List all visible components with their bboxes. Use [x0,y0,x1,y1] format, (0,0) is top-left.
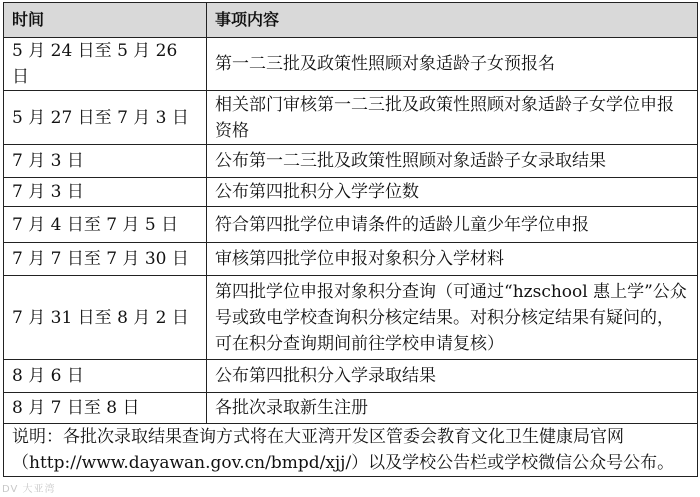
row-content: 公布第四批积分入学录取结果 [207,360,698,393]
table-row [4,243,698,276]
row-time: 5 月 24 日至 5 月 26 日 [4,38,207,91]
row-content: 公布第四批积分入学学位数 [207,178,698,207]
row-content: 审核第四批学位申报对象积分入学材料 [207,243,698,276]
row-time: 8 月 6 日 [4,360,207,393]
table-row [4,178,698,207]
schedule-table [3,2,698,477]
table-row [4,145,698,178]
table-row [4,276,698,360]
note-text: 说明：各批次录取结果查询方式将在大亚湾开发区管委会教育文化卫生健康局官网（http://www.dayawan.gov.cn/bmpd/xjj/）以及学校公告栏或学校微信公众号公布。 [4,424,698,477]
row-time: 7 月 3 日 [4,178,207,207]
header-content: 事项内容 [207,3,698,38]
row-content: 符合第四批学位申请条件的适龄儿童少年学位申报 [207,207,698,243]
header-time: 时间 [4,3,207,38]
table-row [4,360,698,393]
row-time: 7 月 4 日至 7 月 5 日 [4,207,207,243]
note-row [4,424,698,477]
row-content: 第一二三批及政策性照顾对象适龄子女预报名 [207,38,698,91]
row-time: 7 月 7 日至 7 月 30 日 [4,243,207,276]
table-row [4,38,698,91]
row-time: 5 月 27 日至 7 月 3 日 [4,91,207,145]
row-time: 7 月 3 日 [4,145,207,178]
table-header-row [4,3,698,38]
row-time: 7 月 31 日至 8 月 2 日 [4,276,207,360]
table-row [4,393,698,424]
row-content: 各批次录取新生注册 [207,393,698,424]
row-content: 第四批学位申报对象积分查询（可通过“hzschool 惠上学”公众号或致电学校查询积分核定结果。对积分核定结果有疑问的，可在积分查询期间前往学校申请复核） [207,276,698,360]
row-content: 相关部门审核第一二三批及政策性照顾对象适龄子女学位申报资格 [207,91,698,145]
row-content: 公布第一二三批及政策性照顾对象适龄子女录取结果 [207,145,698,178]
table-row [4,207,698,243]
table-row [4,91,698,145]
watermark-logo: DV 大亚湾 [2,484,56,495]
row-time: 8 月 7 日至 8 日 [4,393,207,424]
